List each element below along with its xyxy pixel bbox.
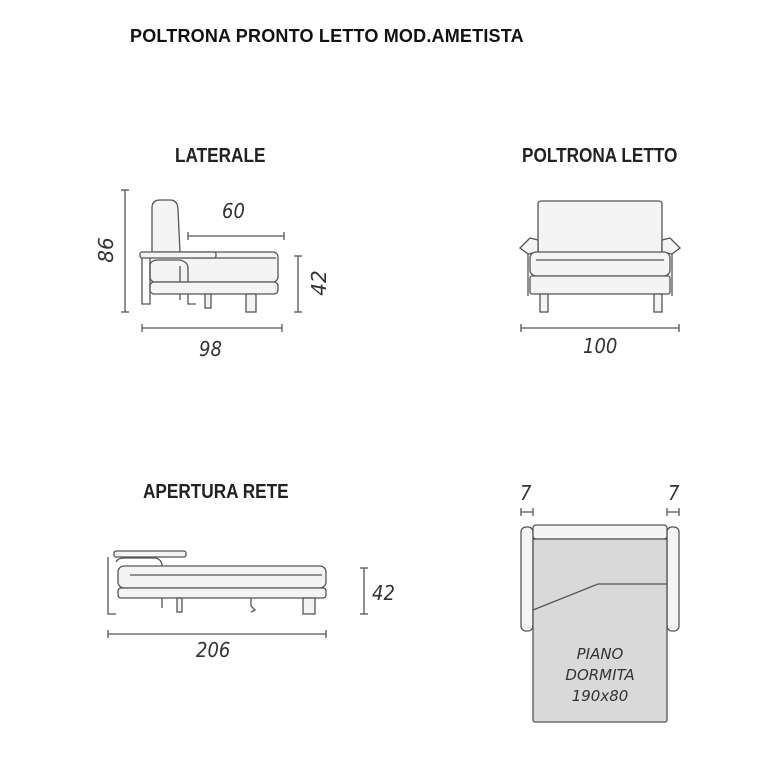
page-title: POLTRONA PRONTO LETTO MOD.AMETISTA — [130, 26, 524, 46]
bed-label-line3: 190x80 — [571, 687, 629, 705]
heading-laterale: LATERALE — [175, 145, 266, 167]
dim-laterale-seat-height: 42 — [307, 270, 331, 296]
laterale-drawing — [121, 190, 302, 332]
dim-piano-right-arm: 7 — [668, 481, 680, 505]
dim-apertura-height: 42 — [372, 581, 395, 605]
apertura-rete-drawing — [108, 551, 368, 638]
bed-label-line2: DORMITA — [565, 666, 635, 684]
dim-laterale-depth: 98 — [199, 337, 222, 361]
dim-laterale-seat-depth: 60 — [222, 199, 245, 223]
bed-label-line1: PIANO — [576, 645, 624, 663]
dim-laterale-height: 86 — [94, 237, 118, 263]
dim-poltrona-width: 100 — [583, 334, 618, 358]
heading-apertura-rete: APERTURA RETE — [143, 481, 289, 503]
dim-piano-left-arm: 7 — [520, 481, 532, 505]
dim-apertura-length: 206 — [196, 638, 231, 662]
heading-poltrona-letto: POLTRONA LETTO — [522, 145, 678, 167]
poltrona-letto-drawing — [520, 201, 680, 332]
